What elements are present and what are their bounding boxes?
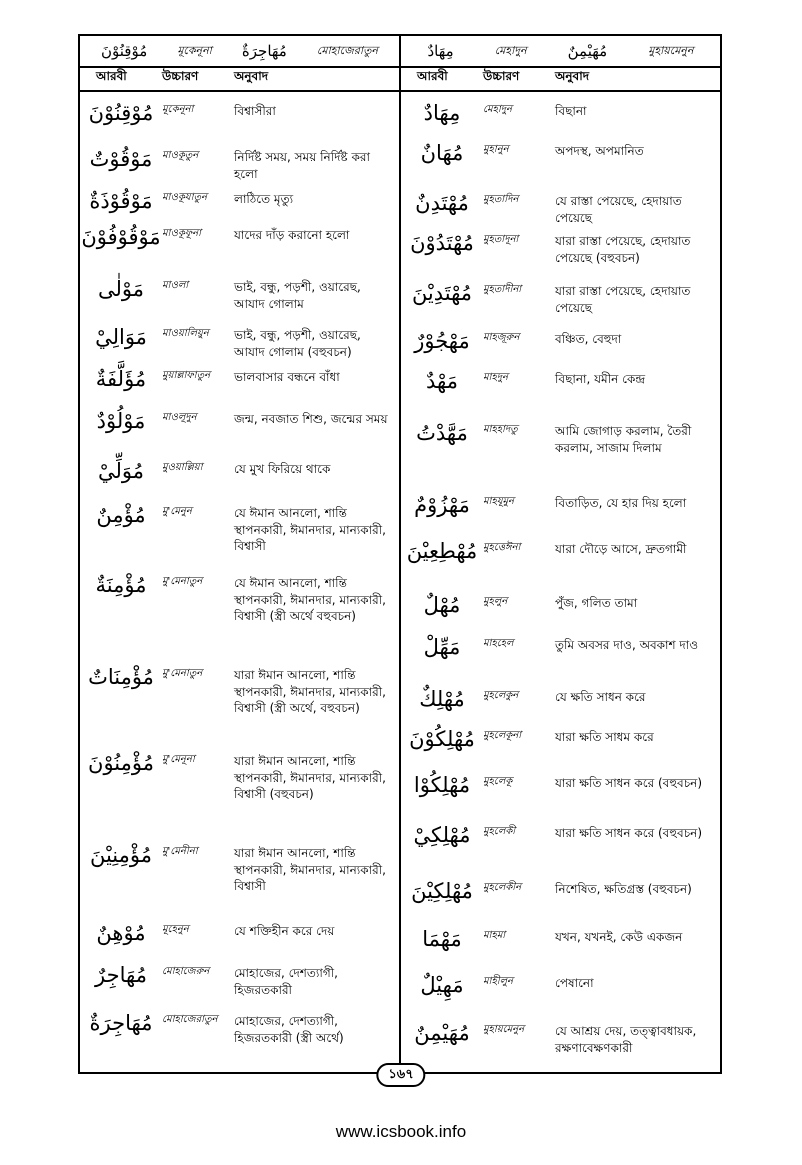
entry-arabic: مَهِيْلٌ xyxy=(420,973,464,997)
dictionary-entry xyxy=(401,230,720,266)
header-pron-2: মোহাজেরাতুন xyxy=(316,43,378,57)
entries-area xyxy=(80,90,720,1072)
entry-meaning: তুমি অবসর দাও, অবকাশ দাও xyxy=(555,638,699,652)
entry-meaning: যারা দৌড়ে আসে, দ্রুতগামী xyxy=(555,542,687,556)
left-column xyxy=(80,90,401,1072)
entry-meaning: যে ক্ষতি সাধন করে xyxy=(555,690,646,704)
dictionary-entry xyxy=(401,420,720,456)
entry-meaning: পুঁজ, গলিত তামা xyxy=(555,596,638,610)
col-head-pron: উচ্চারণ xyxy=(162,69,199,83)
entry-arabic: مُؤْمِنَاتٌ xyxy=(88,665,154,689)
header-arabic-4: مُهَيْمِنٌ xyxy=(567,42,608,60)
entry-arabic: مُؤْمِنِيْنَ xyxy=(89,843,152,867)
dictionary-entry xyxy=(401,878,720,903)
dictionary-entry xyxy=(80,502,399,555)
dictionary-entry xyxy=(401,280,720,316)
entry-pronunciation: মাওলা xyxy=(162,280,189,291)
entry-arabic: مُوْهِنٌ xyxy=(96,921,146,945)
entry-arabic: مُوْقِنُوْنَ xyxy=(88,101,154,125)
entry-arabic: مُهْلٌ xyxy=(423,593,461,617)
entry-pronunciation: মুহানুন xyxy=(483,144,509,155)
entry-meaning: যারা রাস্তা পেয়েছে, হেদায়াত পেয়েছে xyxy=(555,284,691,315)
dictionary-entry xyxy=(401,592,720,617)
entry-pronunciation: মুহতাদূনা xyxy=(483,234,519,245)
dictionary-entry xyxy=(80,366,399,391)
entry-arabic: مُؤْمِنُوْنَ xyxy=(88,751,154,775)
dictionary-entry xyxy=(80,324,399,360)
col-head-arabic: আরবী xyxy=(96,69,127,83)
entry-pronunciation: মূহেনুন xyxy=(162,924,189,935)
entry-meaning: নিশেষিত, ক্ষতিগ্রস্ত (বহুবচন) xyxy=(555,882,692,896)
dictionary-entry xyxy=(80,962,399,998)
entry-meaning: যখন, যখনই, কেউ একজন xyxy=(555,930,683,944)
running-header xyxy=(80,36,720,68)
entry-meaning: পেষানো xyxy=(555,976,594,990)
entry-arabic: مَهْجُوْرٌ xyxy=(414,329,470,353)
entry-pronunciation: মাহমা xyxy=(483,930,506,941)
entry-arabic: مَوْلُوْدٌ xyxy=(96,409,146,433)
header-pron-1: মূকেনূনা xyxy=(177,43,212,57)
entry-meaning: যে আশ্রয় দেয়, তত্ত্বাবধায়ক, রক্ষণাবেক্ষণকারী xyxy=(555,1024,697,1055)
dictionary-entry xyxy=(401,328,720,353)
entry-pronunciation: মু'মেনাতুন xyxy=(162,576,203,587)
dictionary-entry xyxy=(80,188,399,213)
entry-arabic: مُهْتَدُوْنَ xyxy=(410,231,474,255)
entry-pronunciation: মাহীলুন xyxy=(483,976,513,987)
entry-meaning: অপদস্থ, অপমানিত xyxy=(555,144,644,158)
entry-pronunciation: মুহায়মেনুন xyxy=(483,1024,525,1035)
footer-url: www.icsbook.info xyxy=(335,1122,467,1141)
header-arabic-2: مُهَاجِرَةٌ xyxy=(241,42,287,60)
entry-pronunciation: মেহাদুন xyxy=(483,104,512,115)
entry-meaning: জন্ম, নবজাত শিশু, জন্মের সময় xyxy=(234,412,388,426)
entry-meaning: লাঠিতে মৃত্যু xyxy=(234,192,294,206)
entry-pronunciation: মুহলেকুন xyxy=(483,690,519,701)
column-headers-right xyxy=(401,66,720,90)
entry-arabic: مُهْطِعِيْنَ xyxy=(406,539,478,563)
running-header-right xyxy=(401,36,720,66)
entry-meaning: বঞ্চিত, বেহুদা xyxy=(555,332,622,346)
col-head-meaning: অনুবাদ xyxy=(555,69,590,83)
column-headers-left xyxy=(80,66,401,90)
entry-pronunciation: মাহযূমুন xyxy=(483,496,514,507)
dictionary-entry xyxy=(80,920,399,945)
entry-pronunciation: মুয়াল্লাফাতুন xyxy=(162,370,211,381)
entry-pronunciation: মুহতাদিন xyxy=(483,194,519,205)
entry-pronunciation: মুহলেকূ xyxy=(483,776,513,787)
entry-arabic: مُوَلِّيْ xyxy=(98,459,144,483)
dictionary-entry xyxy=(401,972,720,997)
col-head-pron: উচ্চারণ xyxy=(483,69,520,83)
entry-arabic: مُهْلِكِيْ xyxy=(413,823,471,847)
entry-meaning: বিছানা, যমীন কেন্দ্র xyxy=(555,372,646,386)
entry-meaning: মোহাজের, দেশত্যাগী, হিজরতকারী xyxy=(234,966,338,997)
entry-pronunciation: মু'মেনূনা xyxy=(162,754,195,765)
entry-meaning: যাদের দাঁড় করানো হলো xyxy=(234,228,350,242)
entry-meaning: যে ঈমান আনলো, শান্তি স্থাপনকারী, ঈমানদার, মান্যকারী, বিশ্বাসী (স্ত্রী অর্থে বহুবচন) xyxy=(234,576,386,624)
entry-arabic: مُؤْمِنٌ xyxy=(96,503,146,527)
entry-arabic: مُهَاجِرٌ xyxy=(95,963,147,987)
entry-arabic: مَهَّدْتُ xyxy=(416,421,468,445)
dictionary-entry xyxy=(80,842,399,895)
entry-arabic: مُهْلِكُوْنَ xyxy=(409,727,475,751)
entry-meaning: নির্দিষ্ট সময়, সময় নির্দিষ্ট করা হলো xyxy=(234,150,370,181)
entry-meaning: যে শক্তিহীন করে দেয় xyxy=(234,924,335,938)
entry-arabic: مُهْلِكِيْنَ xyxy=(411,879,473,903)
entry-meaning: যারা ক্ষতি সাধন করে (বহুবচন) xyxy=(555,826,703,840)
entry-meaning: ভালবাসার বন্ধনে বাঁধা xyxy=(234,370,340,384)
entry-meaning: ভাই, বন্ধু, পড়শী, ওয়ারেছ, আযাদ গোলাম xyxy=(234,280,361,311)
entry-arabic: مُهَيْمِنٌ xyxy=(414,1021,470,1045)
entry-pronunciation: মুহলেকী xyxy=(483,826,516,837)
entry-pronunciation: মু'মেনুন xyxy=(162,506,192,517)
dictionary-entry xyxy=(401,368,720,393)
entry-arabic: مُهْلِكُوْا xyxy=(413,773,471,797)
dictionary-entry xyxy=(401,726,720,751)
entry-arabic: مَوَالِيْ xyxy=(95,325,147,349)
entry-arabic: مَوْلٰى xyxy=(98,277,144,301)
entry-pronunciation: মু'মেনাতুন xyxy=(162,668,203,679)
entry-arabic: مُؤَلَّفَةٌ xyxy=(95,367,147,391)
col-head-meaning: অনুবাদ xyxy=(234,69,269,83)
page-number: ১৬৭ xyxy=(376,1063,425,1087)
entry-arabic: مَوْقُوْذَةٌ xyxy=(89,189,153,213)
entry-pronunciation: মাওকূযাতুন xyxy=(162,192,207,203)
entry-arabic: مَهِّلْ xyxy=(423,635,461,659)
dictionary-entry xyxy=(80,276,399,312)
dictionary-entry xyxy=(401,772,720,797)
dictionary-entry xyxy=(401,926,720,951)
entry-pronunciation: মাওলূদুন xyxy=(162,412,197,423)
entry-arabic: مُهْتَدِيْنَ xyxy=(411,281,473,305)
entry-meaning: যে রাস্তা পেয়েছে, হেদায়াত পেয়েছে xyxy=(555,194,682,225)
entry-arabic: مَوْقُوْتٌ xyxy=(89,147,153,171)
dictionary-entry xyxy=(401,822,720,847)
entry-pronunciation: মাহদুন xyxy=(483,372,508,383)
entry-meaning: বিশ্বাসীরা xyxy=(234,104,276,118)
dictionary-entry xyxy=(80,408,399,433)
entry-meaning: যারা ঈমান আনলো, শান্তি স্থাপনকারী, ঈমানদার, মান্যকারী, বিশ্বাসী (স্ত্রী অর্থে, বহুবচন) xyxy=(234,668,386,716)
entry-pronunciation: মাওকূফূনা xyxy=(162,228,201,239)
entry-arabic: مِهَادٌ xyxy=(423,101,461,125)
entry-meaning: মোহাজের, দেশত্যাগী, হিজরতকারী (স্ত্রী অর্থে) xyxy=(234,1014,344,1045)
entry-pronunciation: মাহহেল xyxy=(483,638,514,649)
dictionary-entry xyxy=(80,572,399,625)
column-headers xyxy=(80,66,720,92)
entry-pronunciation: মুহতাদীনা xyxy=(483,284,522,295)
dictionary-entry xyxy=(80,100,399,125)
entry-arabic: مَوْقُوْفُوْنَ xyxy=(81,225,161,249)
entry-arabic: مُؤْمِنَةٌ xyxy=(95,573,147,597)
dictionary-entry xyxy=(80,1010,399,1046)
dictionary-entry xyxy=(401,100,720,125)
entry-arabic: مُهْلِكٌ xyxy=(419,687,465,711)
entry-meaning: যে মুখ ফিরিয়ে থাকে xyxy=(234,462,331,476)
entry-pronunciation: মুহলেকীন xyxy=(483,882,522,893)
dictionary-entry xyxy=(401,492,720,517)
col-head-arabic: আরবী xyxy=(417,69,448,83)
entry-pronunciation: মোহাজেরাতুন xyxy=(162,1014,218,1025)
dictionary-entry xyxy=(401,634,720,659)
header-arabic-3: مِهَادٌ xyxy=(427,42,454,60)
entry-arabic: مُهَاجِرَةٌ xyxy=(89,1011,153,1035)
entry-pronunciation: মাহজূরুন xyxy=(483,332,520,343)
entry-pronunciation: মূকেনূনা xyxy=(162,104,194,115)
entry-pronunciation: মোহাজেরুন xyxy=(162,966,210,977)
entry-pronunciation: মুওয়াল্লিয়া xyxy=(162,462,203,473)
entry-meaning: আমি জোগাড় করলাম, তৈরী করলাম, সাজাম দিলাম xyxy=(555,424,692,455)
entry-pronunciation: মুহলেকূনা xyxy=(483,730,522,741)
entry-meaning: যারা ক্ষতি সাধম করে xyxy=(555,730,654,744)
dictionary-entry xyxy=(401,538,720,563)
dictionary-entry xyxy=(401,140,720,165)
dictionary-entry xyxy=(80,224,399,249)
dictionary-entry xyxy=(80,146,399,182)
entry-meaning: যারা ক্ষতি সাধন করে (বহুবচন) xyxy=(555,776,703,790)
entry-pronunciation: মু'মেনীনা xyxy=(162,846,198,857)
entry-meaning: ভাই, বন্ধু, পড়শী, ওয়ারেছ, আযাদ গোলাম (বহুবচন) xyxy=(234,328,361,359)
entry-pronunciation: মুহত্তেঈনা xyxy=(483,542,521,553)
entry-pronunciation: মাওকূতুন xyxy=(162,150,199,161)
entry-meaning: যারা রাস্তা পেয়েছে, হেদায়াত পেয়েছে (বহুবচন) xyxy=(555,234,691,265)
entry-arabic: مَهْمَا xyxy=(422,927,462,951)
entry-arabic: مُهْتَدِنٌ xyxy=(415,191,469,215)
dictionary-entry xyxy=(80,458,399,483)
entry-arabic: مُهَانٌ xyxy=(420,141,464,165)
entry-meaning: যে ঈমান আনলো, শান্তি স্থাপনকারী, ঈমানদার, মান্যকারী, বিশ্বাসী xyxy=(234,506,386,554)
entry-arabic: مَهْدٌ xyxy=(426,369,458,393)
header-arabic-1: مُوْقِنُوْنَ xyxy=(101,42,148,60)
header-pron-4: মুহায়মেনুন xyxy=(648,43,694,57)
entry-pronunciation: মাহহাদতু xyxy=(483,424,518,435)
entry-meaning: বিছানা xyxy=(555,104,587,118)
entry-arabic: مَهْزُوْمٌ xyxy=(414,493,470,517)
dictionary-entry xyxy=(80,750,399,803)
page-frame xyxy=(78,34,722,1074)
dictionary-entry xyxy=(401,686,720,711)
right-column xyxy=(401,90,720,1072)
dictionary-entry xyxy=(401,190,720,226)
entry-meaning: যারা ঈমান আনলো, শান্তি স্থাপনকারী, ঈমানদার, মান্যকারী, বিশ্বাসী xyxy=(234,846,386,894)
entry-pronunciation: মাওয়ালিয়ুন xyxy=(162,328,209,339)
header-pron-3: মেহাদুন xyxy=(494,43,527,57)
dictionary-entry xyxy=(80,664,399,717)
entry-meaning: যারা ঈমান আনলো, শান্তি স্থাপনকারী, ঈমানদার, মান্যকারী, বিশ্বাসী (বহুবচন) xyxy=(234,754,386,802)
entry-pronunciation: মুহলুন xyxy=(483,596,508,607)
entry-meaning: বিতাড়িত, যে হার দিয় হলো xyxy=(555,496,687,510)
dictionary-entry xyxy=(401,1020,720,1056)
running-header-left xyxy=(80,36,401,66)
